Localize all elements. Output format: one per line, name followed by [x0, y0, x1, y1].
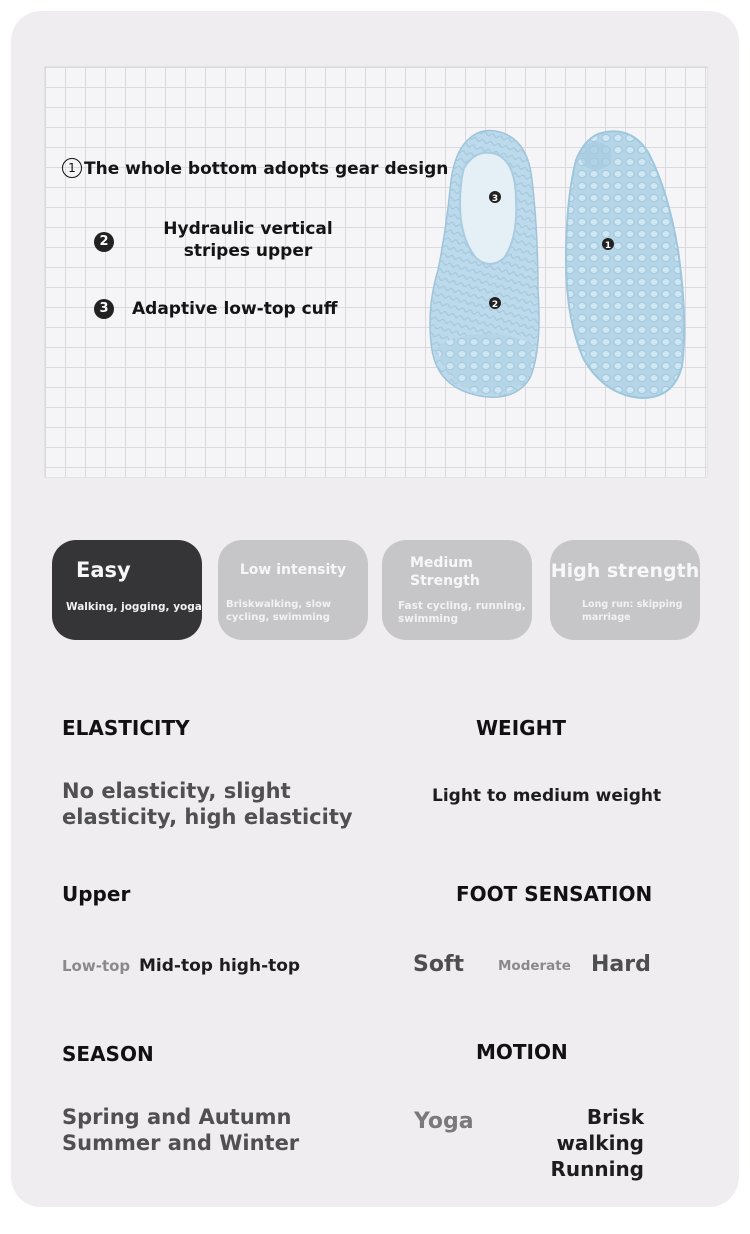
intensity-subtitle — [582, 598, 692, 624]
elasticity-line: elasticity, high elasticity — [62, 805, 353, 829]
elasticity-value — [62, 778, 353, 830]
intensity-title-line: Medium — [410, 555, 473, 571]
feature-text-2a: Hydraulic vertical — [163, 219, 333, 239]
upper-heading: Upper — [62, 882, 131, 906]
foot-sensation-heading: FOOT SENSATION — [456, 882, 653, 906]
intensity-subtitle-line: Long run: skipping — [582, 599, 683, 610]
intensity-subtitle-line: cycling, swimming — [226, 612, 330, 623]
number-3-marker: 3 — [94, 299, 114, 319]
motion-line: Brisk walking — [556, 1105, 644, 1155]
motion-value — [500, 1104, 644, 1182]
intensity-subtitle — [398, 600, 528, 626]
intensity-high-tile[interactable] — [550, 540, 700, 640]
intensity-subtitle-line: Briskwalking, slow — [226, 599, 332, 610]
shoe-top-view — [430, 130, 539, 397]
feature-stripes-upper — [94, 218, 354, 262]
season-line: Summer and Winter — [62, 1131, 300, 1155]
feature-gear-design — [62, 158, 448, 180]
intensity-title-line: Strength — [410, 573, 480, 589]
weight-heading: WEIGHT — [476, 716, 566, 740]
intensity-subtitle-line: Fast cycling, running, — [398, 600, 526, 612]
sensation-moderate: Moderate — [498, 958, 571, 974]
intensity-subtitle-line: marriage — [582, 612, 631, 623]
season-line: Spring and Autumn — [62, 1105, 292, 1129]
sensation-hard: Hard — [591, 952, 651, 977]
shoe-marker-1-label: 1 — [604, 241, 612, 251]
sensation-soft: Soft — [413, 952, 465, 977]
weight-value: Light to medium weight — [432, 786, 662, 806]
intensity-title: Easy — [76, 558, 131, 582]
upper-option-mid-high: Mid-top high-top — [139, 956, 301, 976]
motion-heading: MOTION — [476, 1040, 568, 1064]
shoe-illustration — [420, 120, 700, 410]
season-heading: SEASON — [62, 1042, 154, 1066]
feature-text-1: The whole bottom adopts gear design — [84, 159, 449, 179]
shoe-marker-3-label: 3 — [491, 194, 499, 204]
motion-line: Running — [550, 1157, 644, 1181]
feature-low-top-cuff — [94, 298, 338, 320]
elasticity-line: No elasticity, slight — [62, 779, 291, 803]
motion-yoga: Yoga — [414, 1109, 474, 1134]
shoe-sole-view — [566, 131, 684, 398]
intensity-subtitle-line: swimming — [398, 613, 459, 625]
intensity-subtitle — [226, 598, 346, 624]
shoe-marker-2-label: 2 — [491, 300, 499, 310]
intensity-low-tile[interactable] — [218, 540, 368, 640]
feature-text-3: Adaptive low-top cuff — [132, 299, 338, 319]
intensity-medium-tile[interactable] — [382, 540, 532, 640]
season-value — [62, 1104, 299, 1156]
elasticity-heading: ELASTICITY — [62, 716, 190, 740]
intensity-title: Low intensity — [239, 562, 347, 578]
number-1-marker: 1 — [62, 158, 82, 178]
feature-text-2b: stripes upper — [183, 241, 313, 261]
number-2-marker: 2 — [94, 232, 114, 252]
upper-option-low: Low-top — [62, 957, 131, 975]
intensity-easy-tile[interactable] — [52, 540, 202, 640]
intensity-title: High strength — [550, 560, 700, 582]
intensity-title — [410, 554, 532, 590]
intensity-subtitle: Walking, jogging, yoga — [66, 601, 202, 613]
